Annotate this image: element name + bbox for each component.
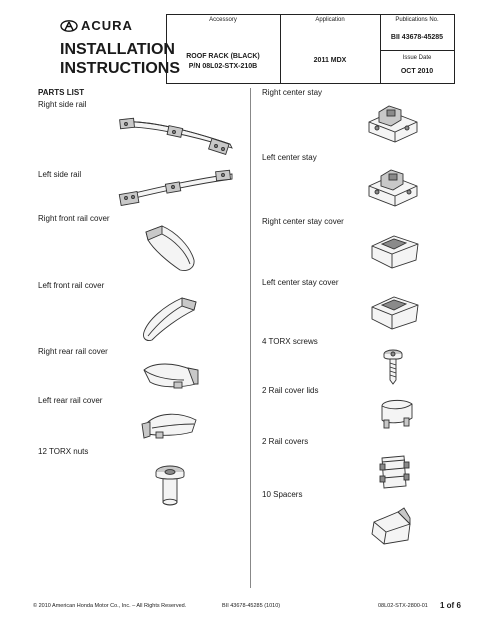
part-label-rail-cover-lids: 2 Rail cover lids [262, 386, 319, 395]
part-label-left-side-rail: Left side rail [38, 170, 82, 179]
part-label-right-center-stay-cover: Right center stay cover [262, 217, 344, 226]
accessory-value [166, 52, 280, 72]
part-label-right-front-rail-cover: Right front rail cover [38, 214, 110, 223]
right-side-rail-illustration [118, 110, 238, 158]
right-rear-rail-cover-illustration [140, 358, 202, 394]
right-center-stay-illustration [365, 100, 421, 146]
header-divider [380, 50, 454, 51]
publications-value: BII 43678-45285 [390, 34, 444, 41]
issue-date-label: Issue Date [402, 55, 432, 61]
left-side-rail-illustration [118, 166, 238, 208]
left-rear-rail-cover-illustration [138, 408, 200, 442]
part-label-torx-nuts: 12 TORX nuts [38, 447, 89, 456]
parts-list-heading: PARTS LIST [38, 88, 85, 97]
accessory-label: Accessory [209, 17, 237, 23]
part-label-left-rear-rail-cover: Left rear rail cover [38, 396, 103, 405]
header-divider [280, 14, 281, 83]
left-center-stay-illustration [365, 164, 421, 210]
part-code: 08L02-STX-2800-01 [378, 603, 428, 609]
part-label-right-rear-rail-cover: Right rear rail cover [38, 347, 108, 356]
column-divider [250, 88, 251, 588]
rail-cover-illustration [376, 450, 412, 494]
page-number: 1 of 6 [440, 601, 461, 610]
rail-cover-lid-illustration [376, 396, 416, 432]
left-front-rail-cover-illustration [138, 292, 202, 344]
part-label-rail-covers: 2 Rail covers [262, 437, 309, 446]
copyright-notice: © 2010 American Honda Motor Co., Inc. – All Rights Reserved. [33, 603, 187, 609]
right-front-rail-cover-illustration [140, 222, 200, 274]
spacer-illustration [368, 504, 414, 548]
acura-caliper-icon [60, 20, 78, 32]
part-label-left-center-stay-cover: Left center stay cover [262, 278, 339, 287]
publications-label: Publications No. [395, 17, 439, 23]
torx-nut-illustration [152, 460, 188, 510]
accessory-name: ROOF RACK (BLACK) [186, 53, 260, 60]
brand-name: ACURA [81, 18, 133, 33]
part-label-left-center-stay: Left center stay [262, 153, 317, 162]
title-line-2: INSTRUCTIONS [60, 60, 180, 77]
application-label: Application [315, 17, 345, 23]
part-label-left-front-rail-cover: Left front rail cover [38, 281, 105, 290]
document-title [60, 40, 180, 78]
title-line-1: INSTALLATION [60, 41, 175, 58]
part-label-right-side-rail: Right side rail [38, 100, 87, 109]
document-code: BII 43678-45285 (1010) [222, 603, 281, 609]
torx-screw-illustration [382, 348, 404, 386]
right-center-stay-cover-illustration [366, 228, 422, 272]
accessory-part-number: P/N 08L02-STX-210B [188, 63, 258, 70]
part-label-right-center-stay: Right center stay [262, 88, 323, 97]
issue-date-value: OCT 2010 [400, 68, 434, 75]
part-label-spacers: 10 Spacers [262, 490, 303, 499]
part-label-torx-screws: 4 TORX screws [262, 337, 318, 346]
left-center-stay-cover-illustration [366, 289, 422, 333]
acura-logo [60, 18, 133, 33]
application-value: 2011 MDX [313, 57, 347, 64]
